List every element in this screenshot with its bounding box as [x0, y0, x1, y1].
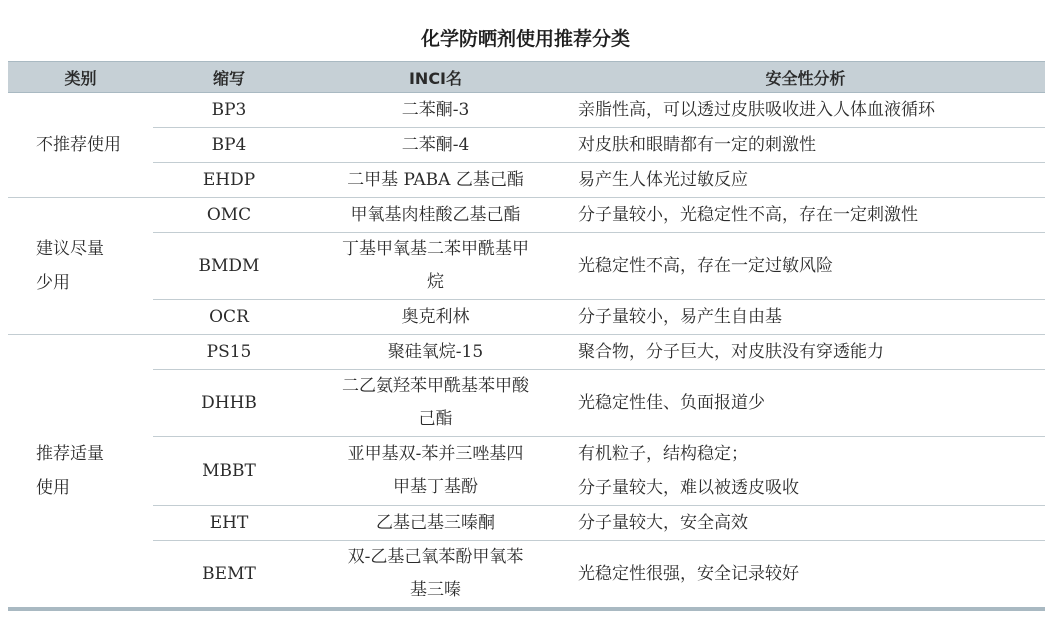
inci-name-cell — [305, 300, 566, 335]
inci-name-cell — [305, 335, 566, 370]
inci-name-cell — [305, 437, 566, 506]
category-cell — [8, 335, 153, 610]
abbr-cell-text: BEMT — [202, 564, 256, 584]
abbr-cell-text: OCR — [209, 307, 249, 327]
inci-name-cell — [305, 541, 566, 610]
header-abbr: 缩写 — [153, 62, 305, 93]
table-body — [8, 93, 1045, 610]
inci-name-cell-text: 聚硅氧烷-15 — [387, 341, 484, 362]
category-cell — [8, 198, 153, 335]
category-label: 推荐适量 使用 — [36, 444, 104, 498]
table-row — [8, 233, 1045, 300]
abbr-cell — [153, 300, 305, 335]
safety-analysis-cell — [566, 233, 1045, 300]
safety-analysis-cell-text: 光稳定性不高，存在一定过敏风险 — [578, 256, 833, 276]
inci-name-cell-text: 亚甲基双-苯并三唑基四 甲基丁基酚 — [347, 444, 524, 497]
safety-analysis-cell-text: 亲脂性高，可以透过皮肤吸收进入人体血液循环 — [578, 100, 935, 120]
table-row — [8, 506, 1045, 541]
safety-analysis-cell — [566, 93, 1045, 128]
abbr-cell-text: BMDM — [198, 256, 260, 276]
header-row — [8, 62, 1045, 93]
table-row — [8, 541, 1045, 610]
abbr-cell-text: OMC — [206, 205, 252, 225]
safety-analysis-cell — [566, 437, 1045, 506]
inci-name-cell-text: 双-乙基己氧苯酚甲氧苯 基三嗪 — [347, 547, 524, 600]
safety-analysis-cell — [566, 335, 1045, 370]
table-row — [8, 93, 1045, 128]
abbr-cell — [153, 128, 305, 163]
category-cell — [8, 93, 153, 198]
abbr-cell — [153, 506, 305, 541]
inci-name-cell-text: 丁基甲氧基二苯甲酰基甲 烷 — [342, 239, 529, 292]
inci-name-cell-text: 甲氧基肉桂酸乙基己酯 — [350, 204, 521, 225]
table-row — [8, 163, 1045, 198]
sunscreen-table — [8, 61, 1045, 611]
safety-analysis-cell-text: 有机粒子，结构稳定； 分子量较大，难以被透皮吸收 — [578, 444, 799, 498]
abbr-cell-text: DHHB — [201, 393, 257, 413]
abbr-cell — [153, 335, 305, 370]
category-label: 建议尽量 少用 — [36, 239, 104, 293]
inci-name-cell — [305, 93, 566, 128]
table-row — [8, 198, 1045, 233]
abbr-cell — [153, 198, 305, 233]
safety-analysis-cell — [566, 541, 1045, 610]
abbr-cell — [153, 93, 305, 128]
header-category: 类别 — [8, 62, 153, 93]
inci-name-cell-text: 二乙氨羟苯甲酰基苯甲酸 己酯 — [342, 376, 529, 429]
abbr-cell — [153, 541, 305, 610]
safety-analysis-cell — [566, 198, 1045, 233]
inci-name-cell — [305, 233, 566, 300]
safety-analysis-cell-text: 分子量较小，易产生自由基 — [578, 307, 782, 327]
safety-analysis-cell-text: 易产生人体光过敏反应 — [578, 170, 748, 190]
abbr-cell — [153, 437, 305, 506]
abbr-cell — [153, 370, 305, 437]
safety-analysis-cell — [566, 163, 1045, 198]
inci-name-cell — [305, 198, 566, 233]
inci-name-cell — [305, 163, 566, 198]
abbr-cell-text: MBBT — [202, 461, 256, 481]
safety-analysis-cell — [566, 128, 1045, 163]
inci-name-cell-text: 二苯酮-4 — [401, 134, 470, 155]
header-inci: INCI名 — [305, 62, 566, 93]
inci-name-cell — [305, 506, 566, 541]
table-row — [8, 370, 1045, 437]
abbr-cell-text: EHDP — [202, 170, 256, 190]
table-row — [8, 300, 1045, 335]
safety-analysis-cell-text: 分子量较大，安全高效 — [578, 513, 748, 533]
safety-analysis-cell-text: 光稳定性佳、负面报道少 — [578, 393, 765, 413]
abbr-cell-text: EHT — [209, 513, 249, 533]
inci-name-cell-text: 奥克利林 — [401, 306, 470, 327]
safety-analysis-cell-text: 光稳定性很强，安全记录较好 — [578, 564, 799, 584]
inci-name-cell-text: 二苯酮-3 — [401, 99, 470, 120]
header-safety: 安全性分析 — [566, 62, 1045, 93]
abbr-cell — [153, 233, 305, 300]
abbr-cell-text: BP3 — [211, 100, 247, 120]
inci-name-cell-text: 二甲基 PABA 乙基己酯 — [347, 169, 524, 190]
safety-analysis-cell-text: 对皮肤和眼睛都有一定的刺激性 — [578, 135, 816, 155]
safety-analysis-cell-text: 聚合物，分子巨大，对皮肤没有穿透能力 — [578, 342, 884, 362]
abbr-cell-text: PS15 — [206, 342, 252, 362]
table-row — [8, 335, 1045, 370]
safety-analysis-cell — [566, 370, 1045, 437]
table-row — [8, 128, 1045, 163]
category-label: 不推荐使用 — [36, 135, 121, 155]
safety-analysis-cell — [566, 506, 1045, 541]
inci-name-cell — [305, 128, 566, 163]
safety-analysis-cell-text: 分子量较小，光稳定性不高，存在一定刺激性 — [578, 205, 918, 225]
abbr-cell-text: BP4 — [211, 135, 247, 155]
abbr-cell — [153, 163, 305, 198]
table-title: 化学防晒剂使用推荐分类 — [420, 28, 630, 50]
table-row — [8, 437, 1045, 506]
safety-analysis-cell — [566, 300, 1045, 335]
inci-name-cell — [305, 370, 566, 437]
inci-name-cell-text: 乙基己基三嗪酮 — [376, 512, 495, 533]
